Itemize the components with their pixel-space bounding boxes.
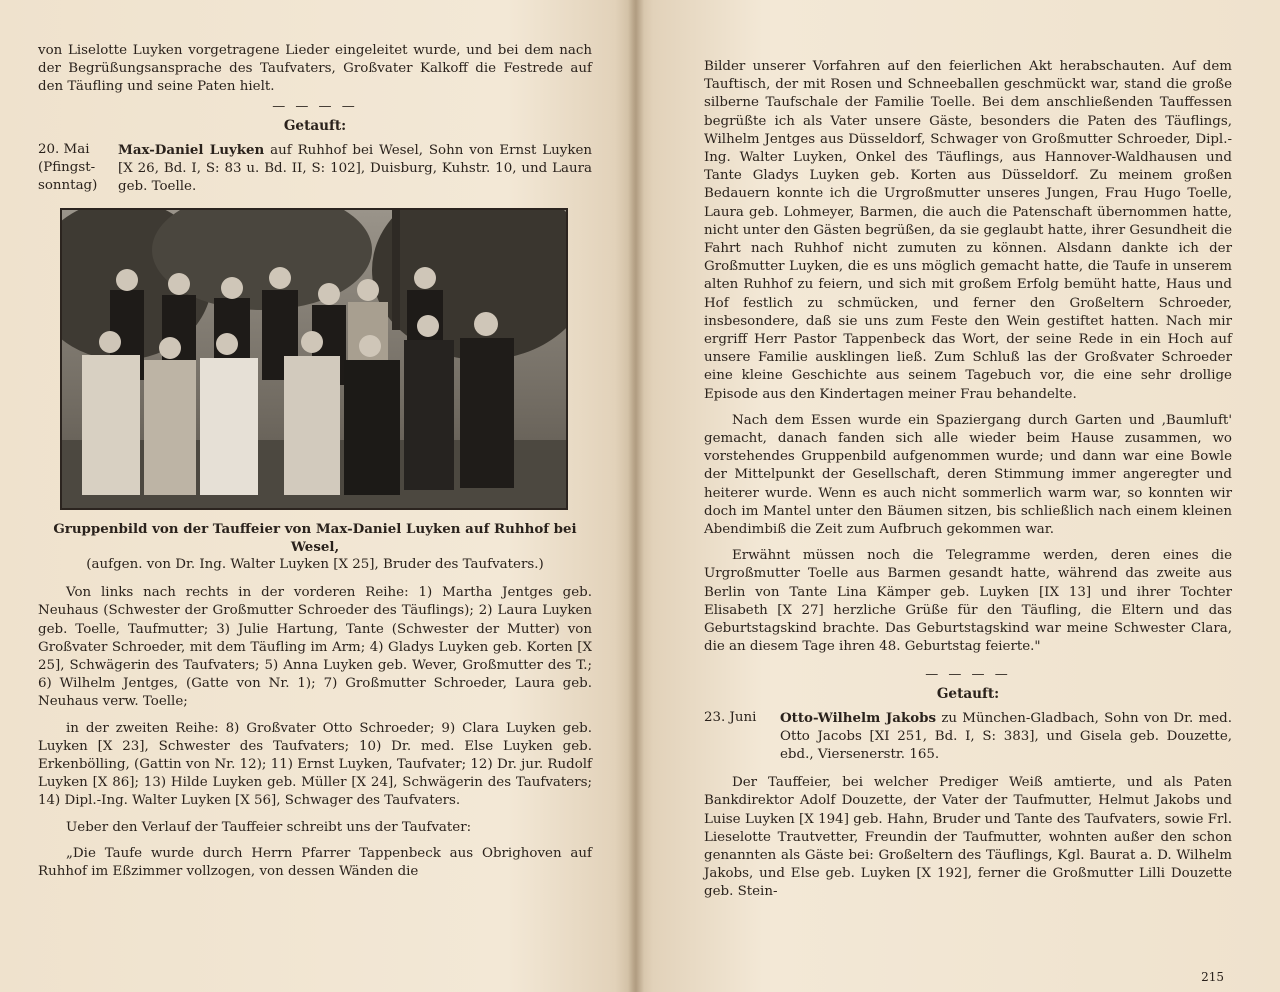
group-photo-image [62, 210, 566, 508]
baptism-entry [38, 141, 592, 197]
entry-date: 23. Juni [704, 709, 757, 725]
left-intro-paragraph: von Liselotte Luyken vorgetragene Lieder eingeleitet wurde, und bei dem nach der Begrüßungsansprache des Taufvaters, Großvater Kalkoff die Festrede auf den Täufling und seine Paten hielt. [38, 43, 592, 95]
entry-text [118, 141, 592, 197]
report-paragraph-3: Erwähnt müssen noch die Telegramme werden, deren eines die Urgroßmutter Toelle aus Barmen gesandt hatte, während das zweite aus Berlin von Tante Lina Kämper geb. Luyken [IX 13] und ihrer Tochter Elisabeth [X 27] herzliche Grüße für den Täufling, die Eltern und das Geburtstagskind brachte. Das Geburtstagskind war meine Schwester Clara, die an diesem Tage ihren 48. Geburtstag feierte." [704, 548, 1232, 655]
left-page [0, 0, 634, 992]
entry-name: Max-Daniel Luyken [118, 141, 265, 158]
report-paragraph-4: Der Tauffeier, bei welcher Prediger Weiß amtierte, und als Paten Bankdirektor Adolf Douzette, der Vater der Taufmutter, Helmut Jakobs und Luise Luyken [X 194] geb. Hahn, Bruder und Tante des Taufvaters, sowie Frl. Lieselotte Trautvetter, Freundin der Taufmutter, wohnten außer den schon genannten als Gäste bei: Großeltern des Täuflings, Kgl. Baurat a. D. Wilhelm Jakobs, und Else geb. Luyken [X 192], ferner die Großmutter Lilli Douzette geb. Stein- [704, 775, 1232, 900]
report-paragraph-2: Nach dem Essen wurde ein Spaziergang durch Garten und ‚Baumluft' gemacht, danach fanden sich alle wieder beim Hause zusammen, wo vorstehendes Gruppenbild aufgenommen wurde; und dann war eine Bowle der Mittelpunkt der Gesellschaft, deren Stimmung immer angeregter und heiterer wurde. Wenn es auch nicht sommerlich warm war, so konnten wir doch im Mantel unter den Bäumen sitzen, bis schließlich nach einem kleinen Abendimbiß die Zeit zum Aufbruch gekommen war. [704, 412, 1232, 538]
right-page [634, 0, 1280, 992]
entry-date: 20. Mai (Pfingst-sonntag) [38, 141, 98, 194]
entry-description: zu München-Gladbach, Sohn von Dr. med. Otto Jacobs [XI 251, Bd. I, S: 383], und Gisela geb. Douzette, ebd., Viersenerstr. 165. [780, 710, 1232, 762]
photo-legend-second-row: in der zweiten Reihe: 8) Großvater Otto Schroeder; 9) Clara Luyken geb. Luyken [X 23], Schwester des Taufvaters; 10) Dr. med. Else Luyken geb. Erkenbölling, (Gattin von Nr. 12); 11) Ernst Luyken, Taufvater; 12) Dr. jur. Rudolf Luyken [X 86]; 13) Hilde Luyken geb. Müller [X 24], Schwägerin des Taufvaters; 14) Dipl.-Ing. Walter Luyken [X 56], Schwager des Taufvaters. [38, 720, 592, 809]
report-quote-start: „Die Taufe wurde durch Herrn Pfarrer Tappenbeck aus Obrighoven auf Ruhhof im Eßzimmer vollzogen, von dessen Wänden die [38, 845, 592, 880]
page-number: 215 [1201, 970, 1224, 984]
section-heading-getauft: Getauft: [936, 685, 1000, 702]
baptism-entry [704, 709, 1232, 765]
section-separator: — — — — [925, 666, 1011, 682]
report-intro: Ueber den Verlauf der Tauffeier schreibt uns der Taufvater: [66, 819, 472, 835]
entry-name: Otto-Wilhelm Jakobs [780, 709, 937, 726]
photo-caption-title: Gruppenbild von der Tauffeier von Max-Daniel Luyken auf Ruhhof bei Wesel, [53, 521, 577, 556]
entry-text [780, 709, 1232, 765]
section-separator: — — — — [272, 98, 358, 114]
entry-description: auf Ruhhof bei Wesel, Sohn von Ernst Luyken [X 26, Bd. I, S: 83 u. Bd. II, S: 102], Duisburg, Kuhstr. 10, und Laura geb. Toelle. [118, 142, 592, 195]
report-paragraph-1: Bilder unserer Vorfahren auf den feierlichen Akt herabschauten. Auf dem Tauftisch, der mit Rosen und Schneeballen geschmückt war, stand die große silberne Taufschale der Familie Toelle. Bei dem anschließenden Tauffessen begrüßte ich als Vater unsere Gäste, besonders die Paten des Täuflings, Wilhelm Jentges aus Düsseldorf, Schwager von Großmutter Schroeder, Dipl.-Ing. Walter Luyken, Onkel des Täuflings, aus Hannover-Waldhausen und Tante Gladys Luyken geb. Korten aus Düsseldorf. Zu meinem großen Bedauern konnte ich die Urgroßmutter unseres Jungen, Frau Hugo Toelle, Laura geb. Lohmeyer, Barmen, die auch die Patenschaft übernommen hatte, nicht unter den Gästen begrüßen, da sie geglaubt hatte, ihrer Gesundheit die Fahrt nach Ruhhof nicht zumuten zu können. Alsdann dankte ich der Großmutter Luyken, die es uns möglich gemacht hatte, die Taufe in unserem alten Ruhhof zu feiern, und sich mit großem Erfolg bemüht hatte, Haus und Hof festlich zu schmücken, und ferner den Großeltern Schroeder, insbesondere, daß sie uns zum Feste den Wein gestiftet hatten. Nach mir ergriff Herr Pastor Tappenbeck das Wort, der seine Rede in ein Hoch auf unsere Familie ausklingen ließ. Zum Schluß las der Großvater Schroeder eine kleine Geschichte aus seinem Tagebuch vor, die eine sehr drollige Episode aus den Kindertagen meiner Frau behandelte. [704, 59, 1232, 402]
section-heading-getauft: Getauft: [283, 117, 347, 134]
photo-legend-front-row: Von links nach rechts in der vorderen Reihe: 1) Martha Jentges geb. Neuhaus (Schwester der Großmutter Schroeder des Täuflings); 2) Laura Luyken geb. Toelle, Taufmutter; 3) Julie Hartung, Tante (Schwester der Mutter) von Großvater Schroeder, mit dem Täufling im Arm; 4) Gladys Luyken geb. Korten [X 25], Schwägerin des Taufvaters; 5) Anna Luyken geb. Wever, Großmutter des T.; 6) Wilhelm Jentges, (Gatte von Nr. 1); 7) Großmutter Schroeder, Laura geb. Neuhaus verw. Toelle; [38, 585, 592, 710]
photo-caption-credit: (aufgen. von Dr. Ing. Walter Luyken [X 25], Bruder des Taufvaters.) [86, 557, 544, 573]
group-photo [60, 208, 568, 510]
